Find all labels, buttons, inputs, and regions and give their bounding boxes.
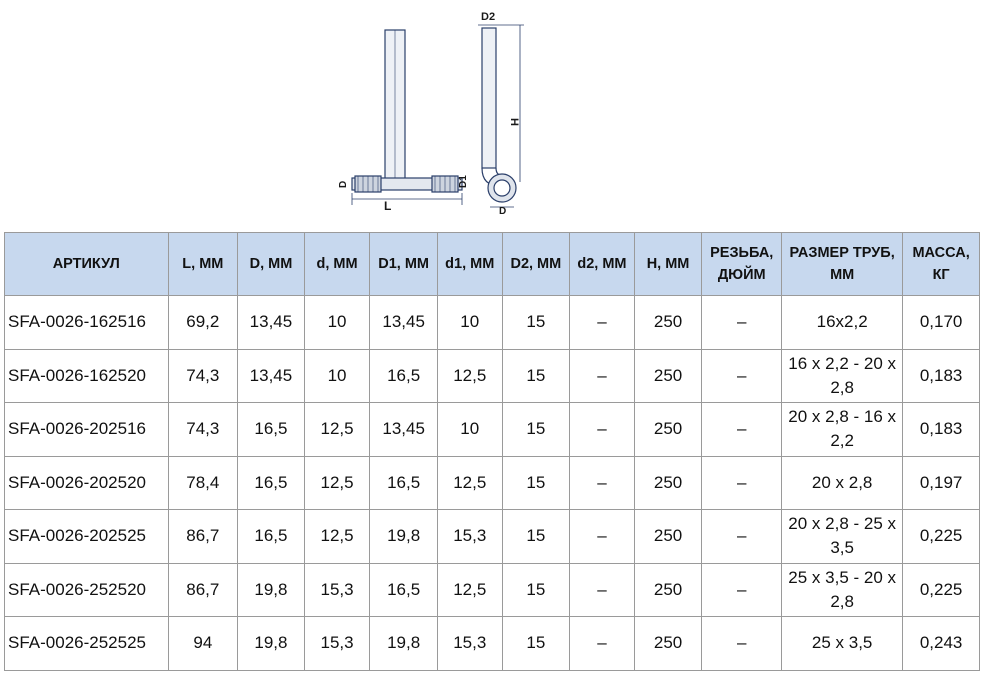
cell-D1: 13,45	[370, 296, 438, 350]
cell-article: SFA-0026-162516	[5, 296, 169, 350]
table-row	[5, 563, 980, 617]
col-header-thread: РЕЗЬБА, ДЮЙМ	[702, 233, 782, 296]
cell-thread: –	[702, 296, 782, 350]
col-header-d1: d1, ММ	[437, 233, 502, 296]
cell-mass: 0,170	[903, 296, 980, 350]
table-header-row	[5, 233, 980, 296]
col-header-mass: МАССА, КГ	[903, 233, 980, 296]
cell-D1: 16,5	[370, 349, 438, 403]
cell-pipe-size: 25 х 3,5 - 20 х 2,8	[782, 563, 903, 617]
cell-H: 250	[634, 349, 702, 403]
dim-label-L: L	[384, 199, 392, 213]
cell-d: 15,3	[304, 617, 370, 671]
col-header-D: D, ММ	[238, 233, 305, 296]
cell-L: 86,7	[168, 563, 238, 617]
cell-D1: 16,5	[370, 456, 438, 510]
col-header-pipe-size: РАЗМЕР ТРУБ, ММ	[782, 233, 903, 296]
dim-label-D-side: D	[499, 206, 507, 217]
cell-d: 12,5	[304, 456, 370, 510]
cell-mass: 0,183	[903, 403, 980, 457]
cell-D: 19,8	[238, 617, 305, 671]
cell-d2: –	[570, 617, 635, 671]
cell-D1: 19,8	[370, 617, 438, 671]
cell-d2: –	[570, 456, 635, 510]
cell-D2: 15	[502, 617, 570, 671]
dim-label-D: D	[338, 180, 349, 188]
cell-mass: 0,197	[903, 456, 980, 510]
col-header-D2: D2, ММ	[502, 233, 570, 296]
cell-L: 69,2	[168, 296, 238, 350]
cell-L: 86,7	[168, 510, 238, 564]
cell-L: 94	[168, 617, 238, 671]
cell-D2: 15	[502, 296, 570, 350]
cell-L: 74,3	[168, 403, 238, 457]
cell-H: 250	[634, 510, 702, 564]
cell-D2: 15	[502, 349, 570, 403]
fitting-drawing	[0, 0, 985, 232]
cell-pipe-size: 20 х 2,8 - 16 х 2,2	[782, 403, 903, 457]
cell-H: 250	[634, 296, 702, 350]
cell-article: SFA-0026-202516	[5, 403, 169, 457]
cell-d2: –	[570, 403, 635, 457]
cell-d1: 15,3	[437, 617, 502, 671]
cell-d1: 10	[437, 403, 502, 457]
cell-pipe-size: 20 х 2,8	[782, 456, 903, 510]
cell-article: SFA-0026-252520	[5, 563, 169, 617]
spec-table	[4, 232, 980, 671]
table-row	[5, 456, 980, 510]
table-row	[5, 349, 980, 403]
cell-thread: –	[702, 563, 782, 617]
dim-label-H: H	[508, 118, 520, 126]
cell-d: 12,5	[304, 510, 370, 564]
cell-pipe-size: 16 х 2,2 - 20 х 2,8	[782, 349, 903, 403]
cell-D1: 16,5	[370, 563, 438, 617]
cell-thread: –	[702, 403, 782, 457]
cell-d2: –	[570, 510, 635, 564]
cell-thread: –	[702, 349, 782, 403]
table-row	[5, 617, 980, 671]
cell-D2: 15	[502, 563, 570, 617]
cell-mass: 0,243	[903, 617, 980, 671]
cell-article: SFA-0026-202520	[5, 456, 169, 510]
cell-thread: –	[702, 617, 782, 671]
table-row	[5, 296, 980, 350]
cell-pipe-size: 20 х 2,8 - 25 х 3,5	[782, 510, 903, 564]
dim-label-D1: D1	[458, 175, 469, 188]
cell-d: 15,3	[304, 563, 370, 617]
cell-D1: 13,45	[370, 403, 438, 457]
cell-H: 250	[634, 617, 702, 671]
cell-d: 10	[304, 296, 370, 350]
cell-H: 250	[634, 456, 702, 510]
cell-thread: –	[702, 510, 782, 564]
cell-d2: –	[570, 349, 635, 403]
cell-d2: –	[570, 563, 635, 617]
cell-D: 16,5	[238, 403, 305, 457]
col-header-D1: D1, ММ	[370, 233, 438, 296]
col-header-d: d, ММ	[304, 233, 370, 296]
table-row	[5, 510, 980, 564]
cell-d2: –	[570, 296, 635, 350]
cell-d1: 12,5	[437, 349, 502, 403]
cell-D: 16,5	[238, 510, 305, 564]
cell-d: 12,5	[304, 403, 370, 457]
col-header-d2: d2, ММ	[570, 233, 635, 296]
dim-label-D2: D2	[481, 11, 496, 23]
cell-mass: 0,225	[903, 563, 980, 617]
cell-D: 13,45	[238, 349, 305, 403]
cell-d1: 10	[437, 296, 502, 350]
cell-d1: 15,3	[437, 510, 502, 564]
cell-D: 13,45	[238, 296, 305, 350]
col-header-article: АРТИКУЛ	[5, 233, 169, 296]
table-row	[5, 403, 980, 457]
cell-D2: 15	[502, 403, 570, 457]
cell-D2: 15	[502, 510, 570, 564]
cell-d: 10	[304, 349, 370, 403]
cell-mass: 0,183	[903, 349, 980, 403]
cell-D2: 15	[502, 456, 570, 510]
cell-D: 19,8	[238, 563, 305, 617]
cell-thread: –	[702, 456, 782, 510]
cell-mass: 0,225	[903, 510, 980, 564]
cell-pipe-size: 16х2,2	[782, 296, 903, 350]
cell-article: SFA-0026-202525	[5, 510, 169, 564]
cell-article: SFA-0026-252525	[5, 617, 169, 671]
cell-D: 16,5	[238, 456, 305, 510]
cell-d1: 12,5	[437, 563, 502, 617]
cell-L: 74,3	[168, 349, 238, 403]
col-header-L: L, ММ	[168, 233, 238, 296]
cell-H: 250	[634, 403, 702, 457]
cell-H: 250	[634, 563, 702, 617]
cell-L: 78,4	[168, 456, 238, 510]
cell-article: SFA-0026-162520	[5, 349, 169, 403]
cell-d1: 12,5	[437, 456, 502, 510]
side-view-pipe	[482, 28, 496, 168]
cell-D1: 19,8	[370, 510, 438, 564]
cell-pipe-size: 25 х 3,5	[782, 617, 903, 671]
col-header-H: H, ММ	[634, 233, 702, 296]
